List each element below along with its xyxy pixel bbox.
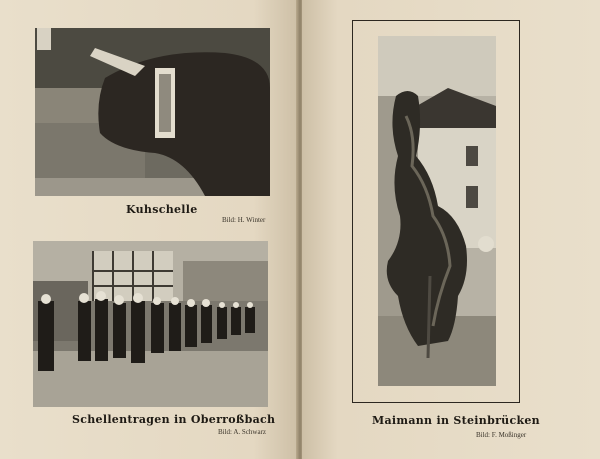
maimann-caption: Maimann in Steinbrücken: [372, 414, 540, 427]
procession-credit: Bild: A. Schwarz: [218, 428, 267, 436]
cow-bell-caption: Kuhschelle: [126, 203, 198, 216]
procession-caption: Schellentragen in Oberroßbach: [72, 413, 276, 426]
procession-photo: [33, 241, 268, 407]
cow-bell-credit: Bild: H. Winter: [222, 216, 266, 224]
left-page: [0, 0, 298, 459]
cow-bell-photo: [35, 28, 270, 196]
maimann-credit: Bild: F. Moßinger: [476, 431, 527, 439]
maimann-photo: [378, 36, 496, 386]
